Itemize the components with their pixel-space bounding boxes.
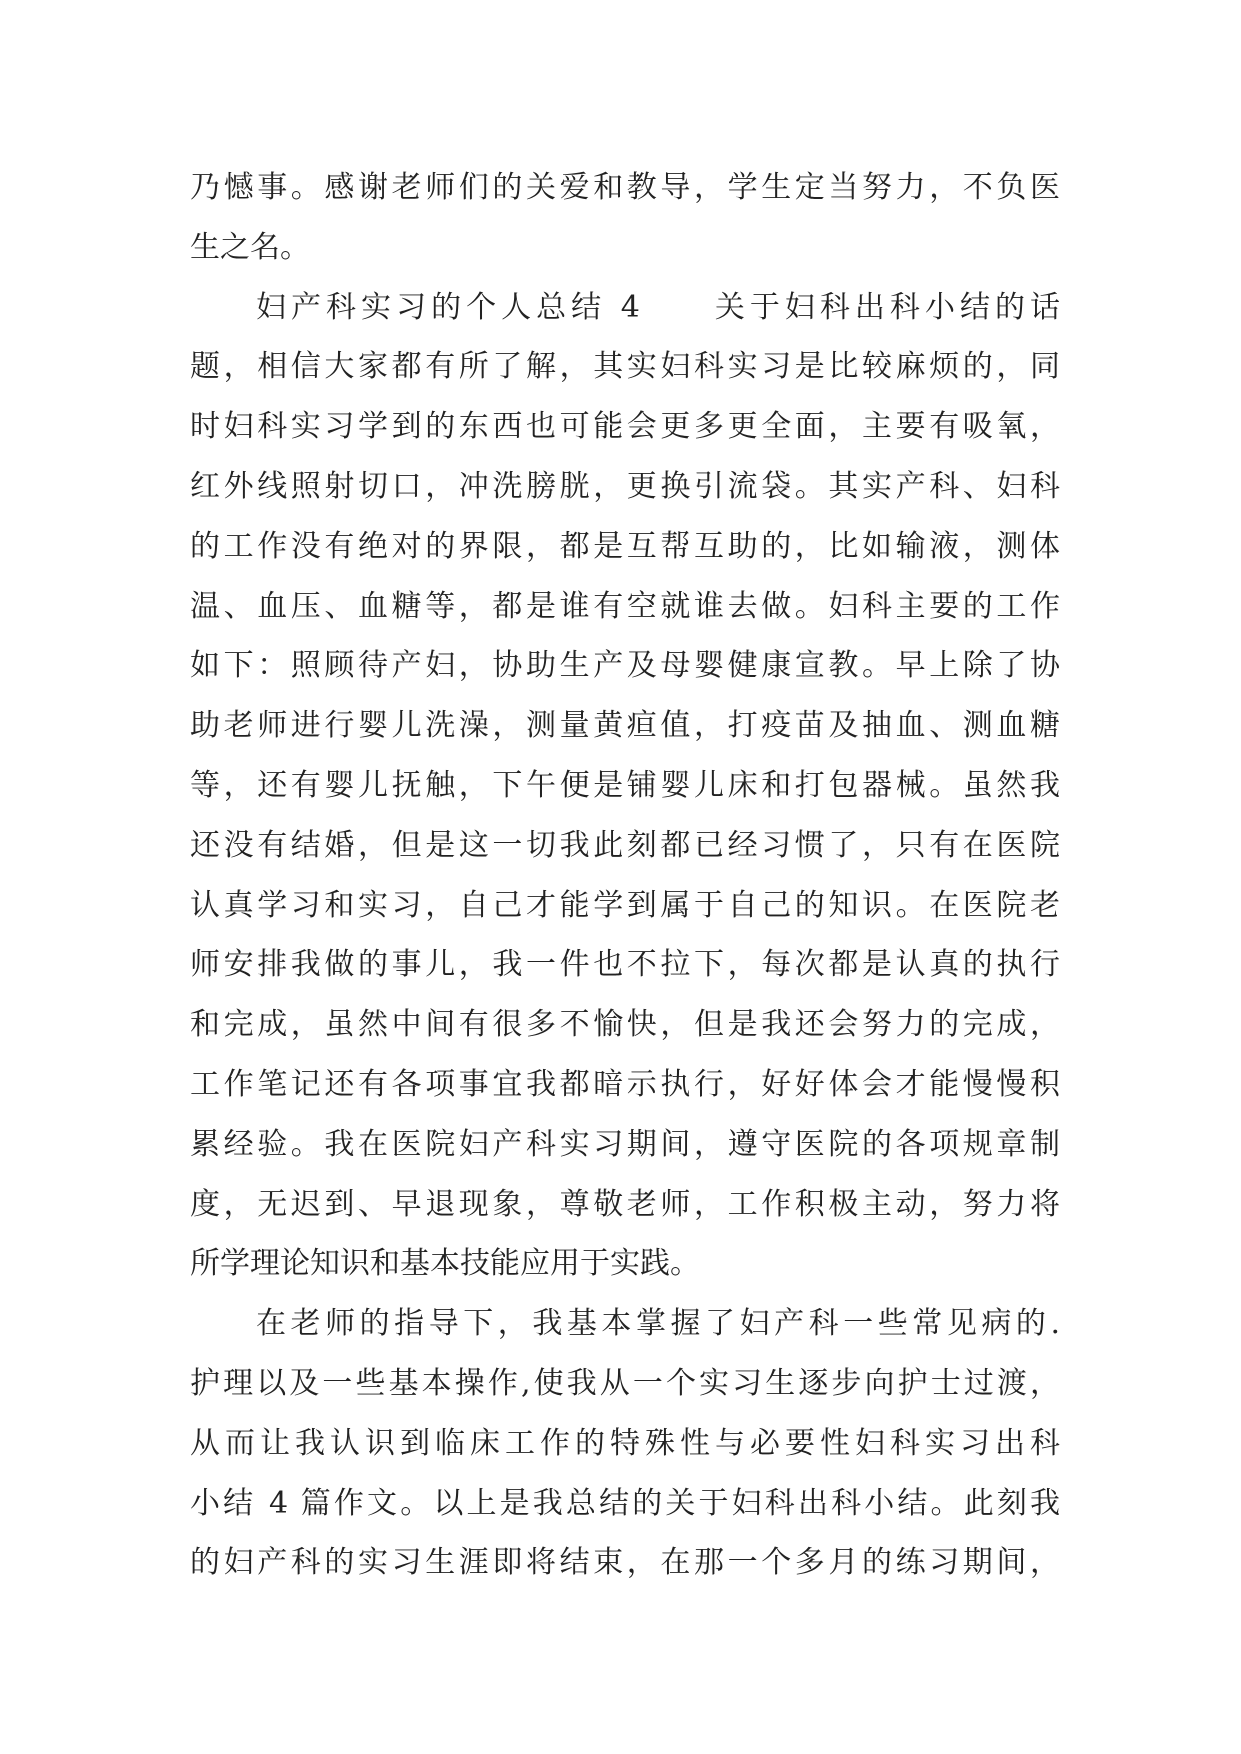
text-line: 温、血压、血糖等，都是谁有空就谁去做。妇科主要的工作: [190, 588, 1060, 624]
text-line: 认真学习和实习，自己才能学到属于自己的知识。在医院老: [190, 887, 1060, 923]
text-line: 生之名。: [190, 229, 310, 265]
text-line: 题，相信大家都有所了解，其实妇科实习是比较麻烦的，同: [190, 349, 1060, 385]
text-line: 的工作没有绝对的界限，都是互帮互助的，比如输液，测体: [190, 528, 1060, 564]
text-line: 红外线照射切口，冲洗膀胱，更换引流袋。其实产科、妇科: [190, 468, 1060, 504]
document-body: [190, 158, 1060, 1593]
text-line: 时妇科实习学到的东西也可能会更多更全面，主要有吸氧，: [190, 409, 1060, 445]
text-line: 从而让我认识到临床工作的特殊性与必要性妇科实习出科: [190, 1425, 1060, 1461]
paragraph-start-line: 在老师的指导下，我基本掌握了妇产科一些常见病的.: [256, 1306, 1060, 1342]
text-line: 所学理论知识和基本技能应用于实践。: [190, 1246, 700, 1282]
text-line: 护理以及一些基本操作,使我从一个实习生逐步向护士过渡，: [190, 1365, 1060, 1401]
section-heading-line: 妇产科实习的个人总结 4 关于妇科出科小结的话: [256, 289, 1060, 325]
text-line: 师安排我做的事儿，我一件也不拉下，每次都是认真的执行: [190, 947, 1060, 983]
text-line: 乃憾事。感谢老师们的关爱和教导，学生定当努力，不负医: [190, 170, 1060, 205]
text-line: 小结 4 篇作文。以上是我总结的关于妇科出科小结。此刻我: [190, 1485, 1060, 1521]
text-line: 助老师进行婴儿洗澡，测量黄疸值，打疫苗及抽血、测血糖: [190, 708, 1060, 744]
text-line: 等，还有婴儿抚触，下午便是铺婴儿床和打包器械。虽然我: [190, 767, 1060, 803]
text-line: 工作笔记还有各项事宜我都暗示执行，好好体会才能慢慢积: [190, 1066, 1060, 1102]
text-line: 的妇产科的实习生涯即将结束，在那一个多月的练习期间，: [190, 1545, 1060, 1581]
text-line: 如下：照顾待产妇，协助生产及母婴健康宣教。早上除了协: [190, 648, 1060, 684]
text-line: 度，无迟到、早退现象，尊敬老师，工作积极主动，努力将: [190, 1186, 1060, 1222]
text-line: 还没有结婚，但是这一切我此刻都已经习惯了，只有在医院: [190, 827, 1060, 863]
text-line: 和完成，虽然中间有很多不愉快，但是我还会努力的完成，: [190, 1007, 1060, 1043]
text-line: 累经验。我在医院妇产科实习期间，遵守医院的各项规章制: [190, 1126, 1060, 1162]
